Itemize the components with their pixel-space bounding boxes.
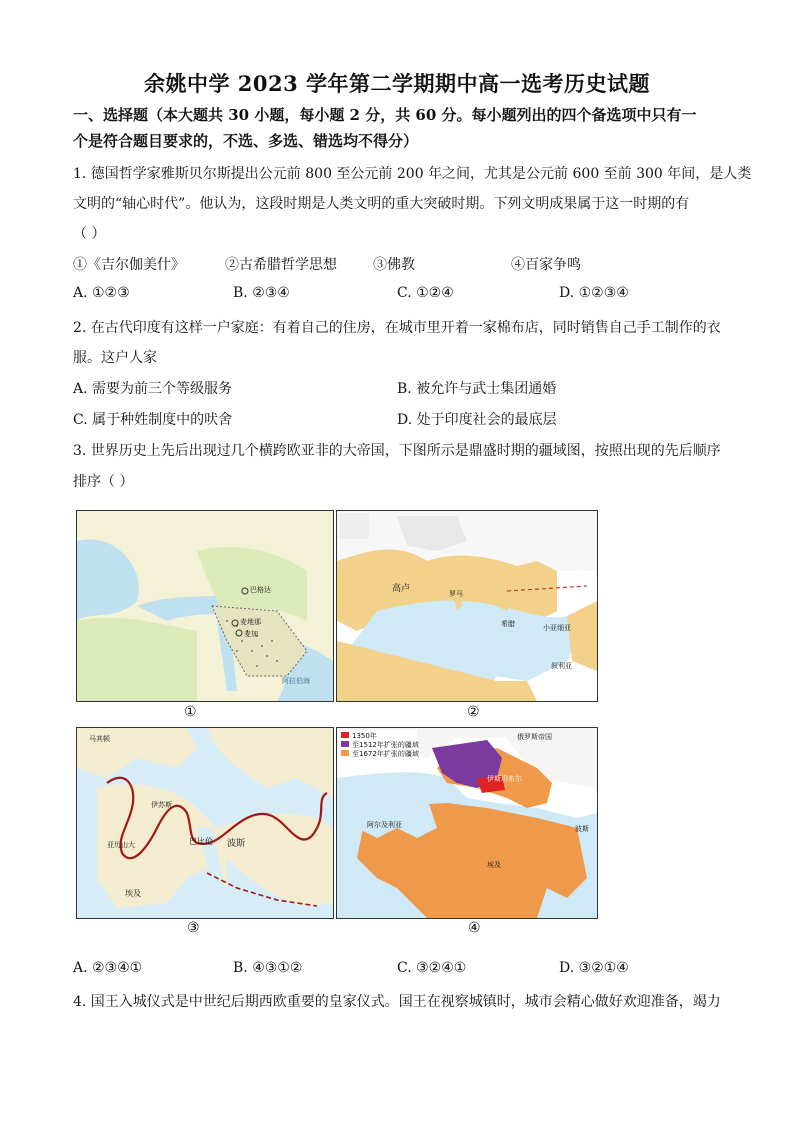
q1-item-4: ④百家争鸣 — [511, 257, 581, 273]
map3-label-egypt: 埃及 — [125, 889, 141, 898]
map2-label-gaul: 高卢 — [392, 584, 411, 594]
section-heading-line2: 个是符合题目要求的，不选、多选、错选均不得分） — [73, 132, 419, 150]
map1-sea-label: 阿拉伯海 — [282, 677, 310, 685]
q2-stem-line2: 服。这户人家 — [73, 350, 157, 366]
map3-label-issus: 伊苏斯 — [151, 801, 172, 809]
q2-stem-line1: 2. 在古代印度有这样一户家庭：有着自己的住房，在城市里开着一家棉布店，同时销售自己手工制作的衣 — [73, 320, 721, 336]
q2-option-d[interactable]: D. 处于印度社会的最底层 — [397, 412, 557, 428]
q1-option-b[interactable]: B. ②③④ — [233, 285, 290, 301]
map1-city-medina: 麦地那 — [240, 618, 261, 626]
q2-option-a[interactable]: A. 需要为前三个等级服务 — [73, 381, 233, 397]
q3-option-d[interactable]: D. ③②①④ — [559, 960, 629, 976]
map2-label-rome: 罗马 — [449, 590, 463, 598]
q1-item-3: ③佛教 — [373, 257, 415, 273]
map4-legend-1350: 1350年 — [352, 732, 377, 740]
map4-label-algeria: 阿尔及利亚 — [367, 821, 402, 829]
q1-option-d[interactable]: D. ①②③④ — [559, 285, 629, 301]
q1-option-a[interactable]: A. ①②③ — [73, 285, 130, 301]
q2-option-b[interactable]: B. 被允许与武士集团通婚 — [397, 381, 557, 397]
map3-label-babylon: 巴比伦 — [189, 837, 213, 846]
q1-stem-line2: 文明的“轴心时代”。他认为，这段时期是人类文明的重大突破时期。下列文明成果属于这一时期的有 — [73, 196, 690, 212]
map-arab-empire-graphic — [77, 511, 333, 701]
map4-label-istanbul: 伊斯坦布尔 — [487, 775, 522, 783]
map2-label-greece: 希腊 — [501, 620, 515, 628]
map-arab-empire — [76, 510, 334, 702]
map4-label-russian-empire: 俄罗斯帝国 — [517, 733, 552, 741]
q1-stem-line3: （ ） — [73, 226, 106, 242]
q1-item-2: ②古希腊哲学思想 — [225, 257, 337, 273]
map4-label-persia: 波斯 — [575, 825, 589, 833]
map4-label-egypt: 埃及 — [487, 861, 501, 869]
page-title: 余姚中学 2023 学年第二学期期中高一选考历史试题 — [143, 71, 651, 96]
map-label-2: ② — [467, 704, 480, 720]
q1-stem-line1: 1. 德国哲学家雅斯贝尔斯提出公元前 800 至公元前 200 年之间，尤其是公元前 600 至前 300 年间，是人类 — [73, 166, 752, 182]
map-label-4: ④ — [468, 920, 481, 936]
map-label-1: ① — [184, 704, 197, 720]
q3-option-c[interactable]: C. ③②④① — [397, 960, 467, 976]
q2-option-c[interactable]: C. 属于种姓制度中的吠舍 — [73, 412, 233, 428]
map3-label-persia: 波斯 — [227, 839, 246, 849]
map-label-3: ③ — [187, 920, 200, 936]
q1-option-c[interactable]: C. ①②④ — [397, 285, 454, 301]
map1-city-mecca: 麦加 — [244, 630, 258, 638]
q3-stem-line1: 3. 世界历史上先后出现过几个横跨欧亚非的大帝国，下图所示是鼎盛时期的疆域图，按照出现的先后顺序 — [73, 443, 721, 459]
map3-label-macedonia: 马其顿 — [89, 735, 110, 743]
section-heading-line1: 一、选择题（本大题共 30 小题，每小题 2 分，共 60 分。每小题列出的四个备选项中只有一 — [73, 106, 697, 124]
map2-label-syria: 叙利亚 — [551, 662, 572, 670]
map1-city-baghdad: 巴格达 — [250, 586, 271, 594]
map-roman-empire-graphic — [337, 511, 597, 701]
map3-label-alexandria: 亚历山大 — [107, 841, 135, 849]
q3-option-b[interactable]: B. ④③①② — [233, 960, 303, 976]
q1-item-1: ①《吉尔伽美什》 — [73, 257, 185, 273]
q4-stem-line1: 4. 国王入城仪式是中世纪后期西欧重要的皇家仪式。国王在视察城镇时，城市会精心做好欢迎准备，竭力 — [73, 994, 721, 1010]
map4-legend-1512: 至1512年扩张的疆域 — [352, 741, 419, 749]
q3-stem-line2: 排序（ ） — [73, 474, 134, 490]
map-alexander-empire-graphic — [77, 728, 333, 918]
q3-option-a[interactable]: A. ②③④① — [73, 960, 143, 976]
map-ottoman-empire — [336, 727, 598, 919]
map2-label-asia-minor: 小亚细亚 — [543, 624, 571, 632]
map-roman-empire — [336, 510, 598, 702]
map-alexander-empire — [76, 727, 334, 919]
map4-legend-1672: 至1672年扩张的疆域 — [352, 750, 419, 758]
